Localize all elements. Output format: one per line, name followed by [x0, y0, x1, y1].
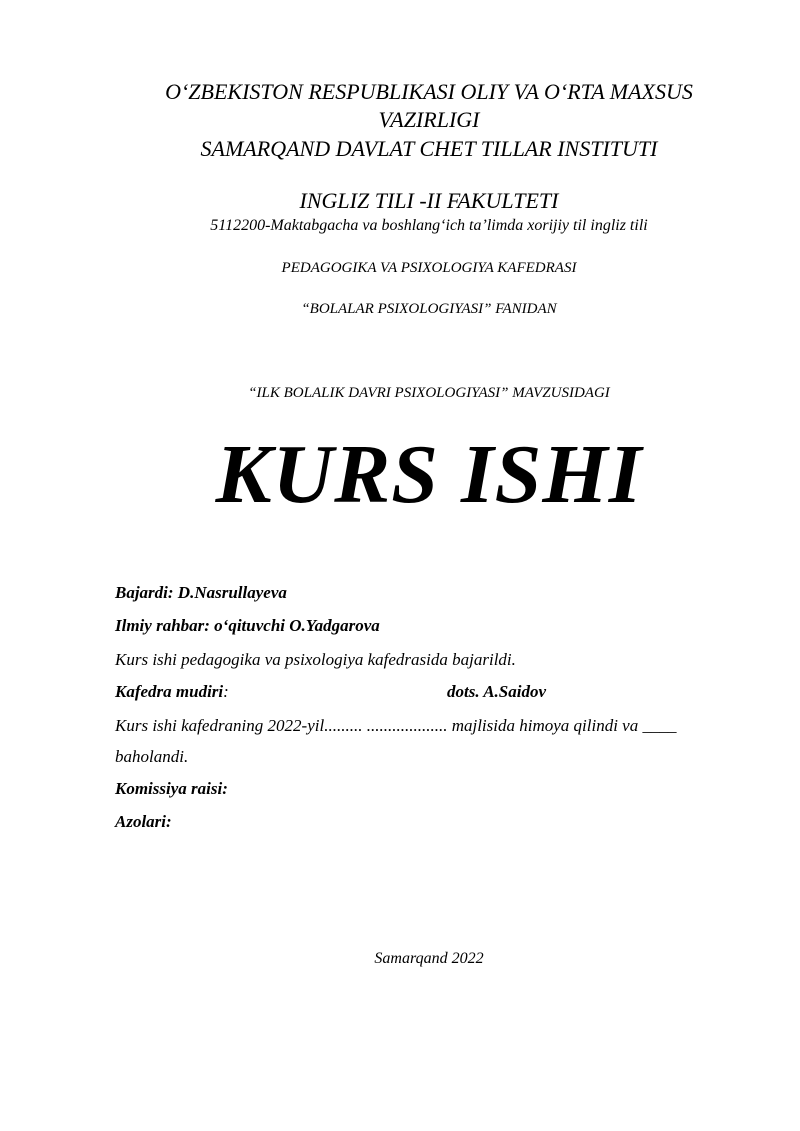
department-head-label-line [115, 681, 229, 703]
document-title: KURS ISHI [215, 428, 643, 521]
department-head-name: dots. A.Saidov [447, 682, 547, 701]
topic-line: “ILK BOLALIK DAVRI PSIXOLOGIYASI” MAVZUSIDAGI [248, 385, 610, 401]
subject-line: “BOLALAR PSIXOLOGIYASI” FANIDAN [301, 301, 557, 317]
members-line: Azolari: [115, 812, 172, 831]
department-head-colon: : [223, 682, 229, 701]
department-head-label: Kafedra mudiri [115, 682, 224, 701]
commission-chair-line: Komissiya raisi: [115, 779, 228, 798]
institute-name: SAMARQAND DAVLAT CHET TILLAR INSTITUTI [200, 136, 658, 161]
department-name: PEDAGOGIKA VA PSIXOLOGIYA KAFEDRASI [281, 260, 577, 276]
defense-line-1: Kurs ishi kafedraning 2022-yil......... ................... majlisida himoya qilindi va ____ [115, 716, 677, 735]
supervisor-line: Ilmiy rahbar: o‘qituvchi O.Yadgarova [115, 616, 380, 635]
ministry-line-2: VAZIRLIGI [378, 107, 480, 132]
ministry-line-1: O‘ZBEKISTON RESPUBLIKASI OLIY VA O‘RTA MAXSUS [165, 79, 693, 104]
specialty-line: 5112200-Maktabgacha va boshlang‘ich ta’limda xorijiy til ingliz tili [210, 217, 648, 234]
defense-line-2: baholandi. [115, 747, 189, 766]
place-year: Samarqand 2022 [374, 950, 484, 967]
faculty-name: INGLIZ TILI -II FAKULTETI [299, 188, 559, 213]
completed-note: Kurs ishi pedagogika va psixologiya kafedrasida bajarildi. [115, 650, 516, 669]
performer-line: Bajardi: D.Nasrullayeva [115, 583, 287, 602]
